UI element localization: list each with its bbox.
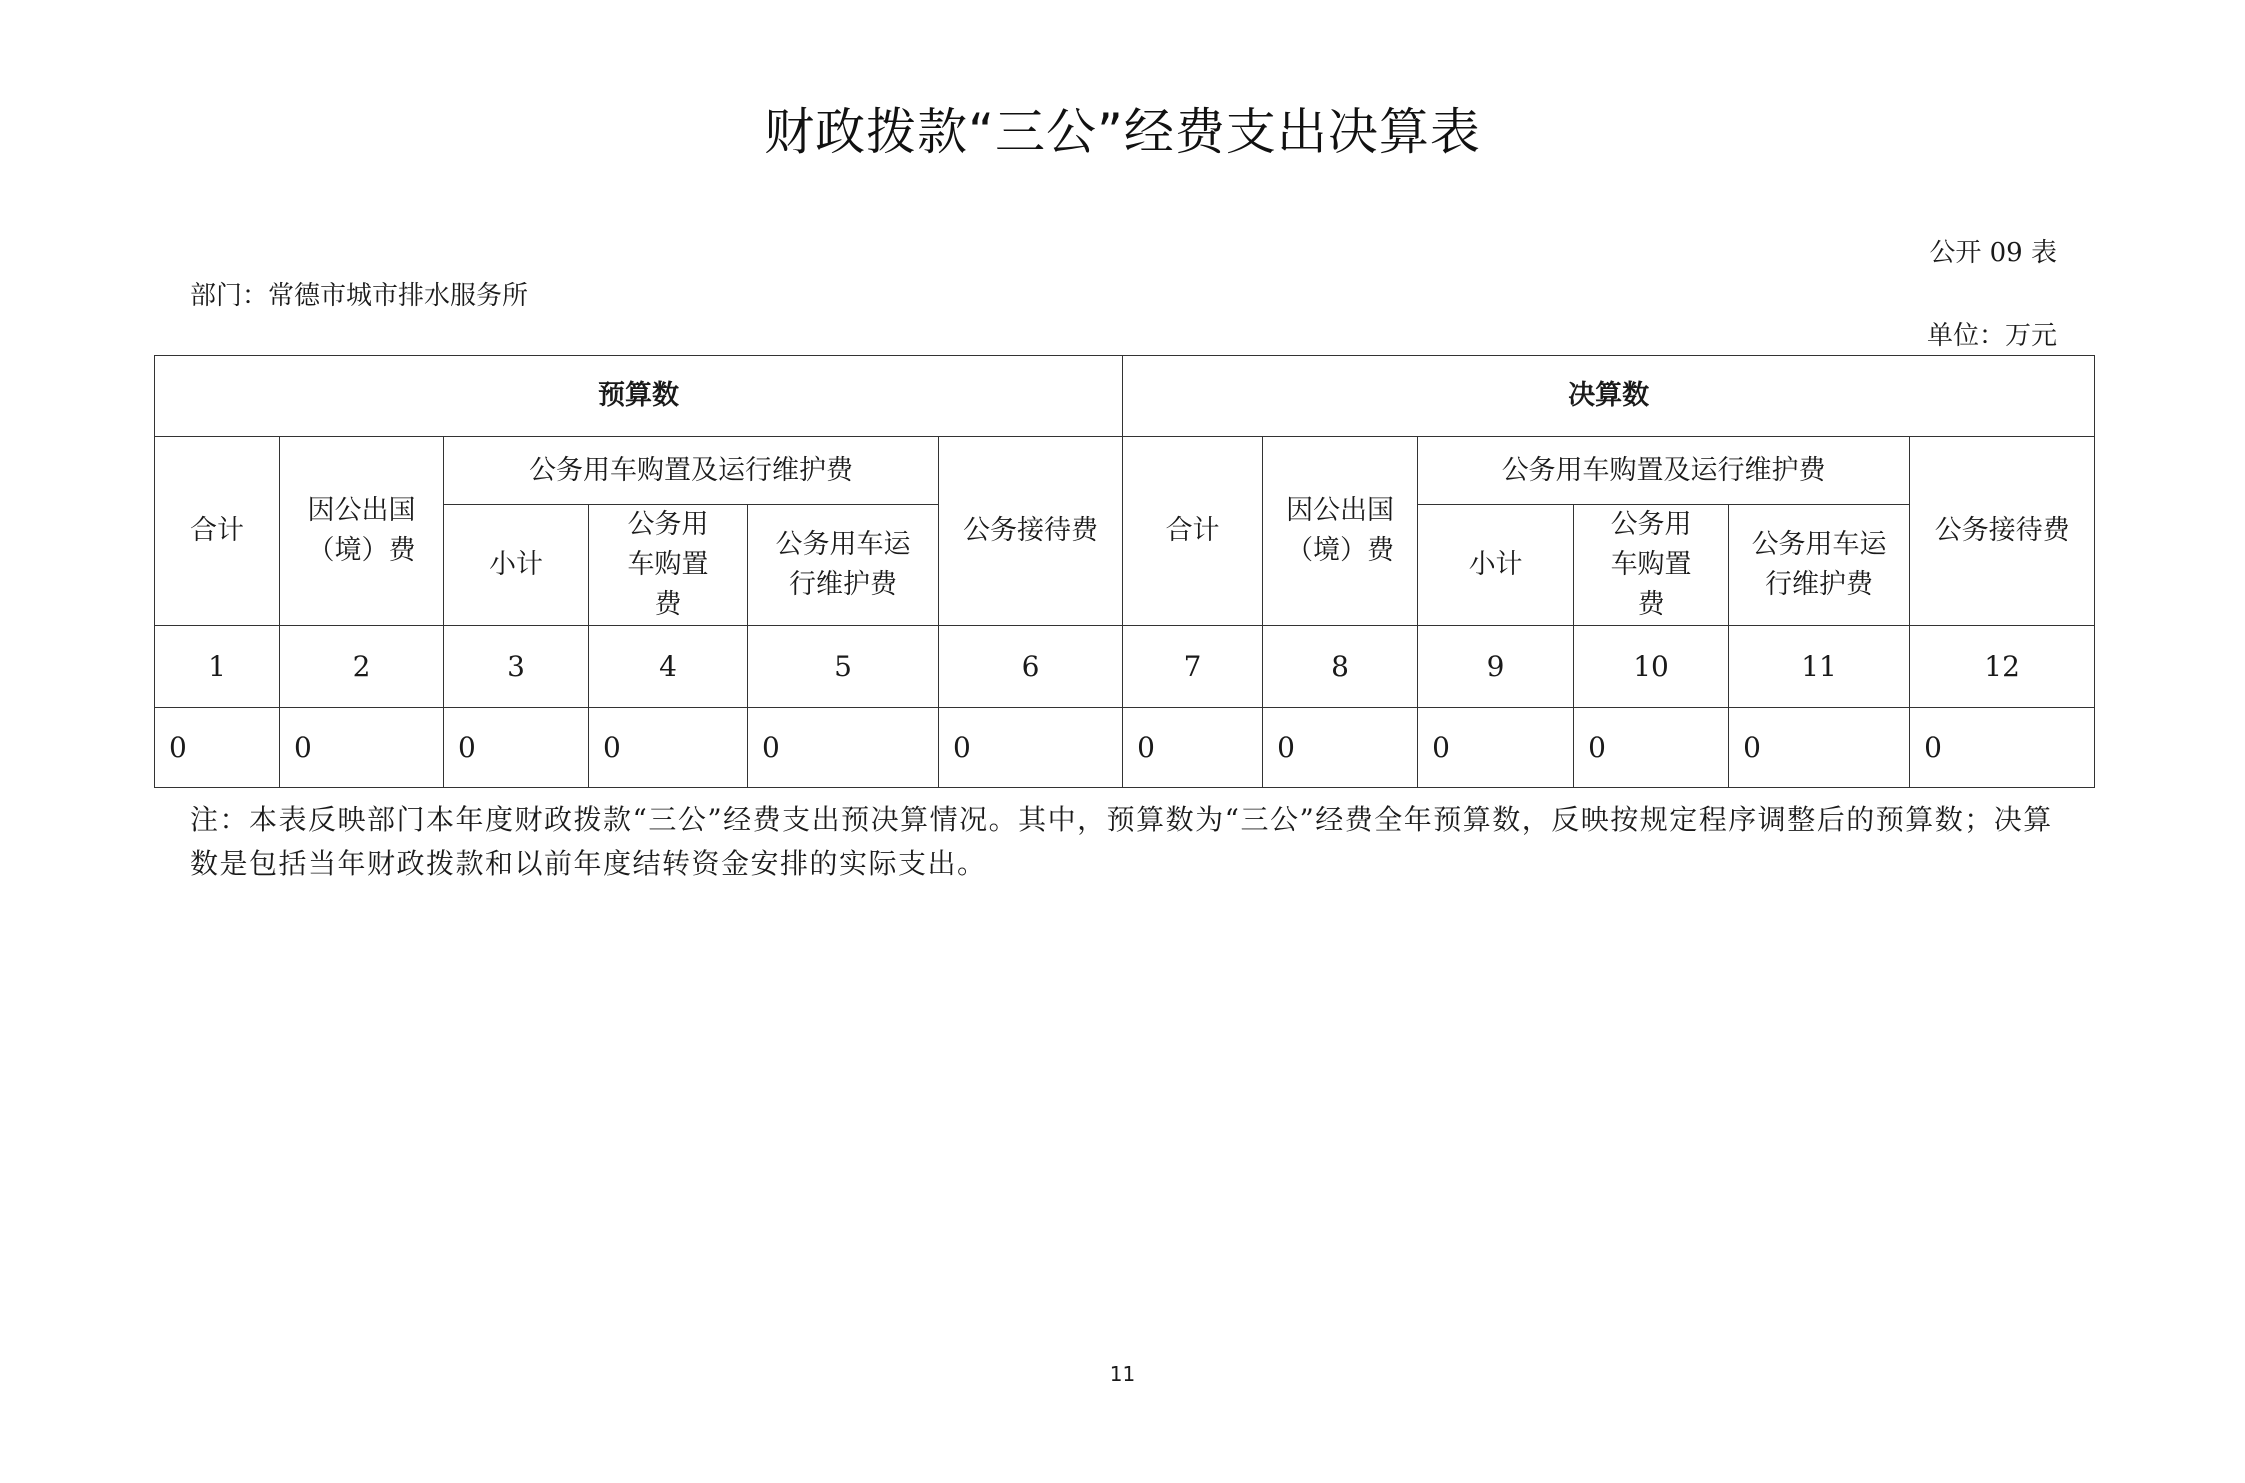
value-cell: 0: [1910, 708, 2095, 788]
col-number-cell: 10: [1574, 626, 1729, 708]
header-budget-operation: 公务用车运行维护费: [748, 505, 939, 626]
header-final-operation: 公务用车运行维护费: [1729, 505, 1910, 626]
value-cell: 0: [155, 708, 280, 788]
col-number-cell: 1: [155, 626, 280, 708]
header-budget-abroad: 因公出国（境）费: [280, 437, 444, 626]
col-number-cell: 9: [1418, 626, 1574, 708]
col-number-cell: 6: [939, 626, 1123, 708]
header-budget-reception: 公务接待费: [939, 437, 1123, 626]
header-final-reception: 公务接待费: [1910, 437, 2095, 626]
header-final-vehicle-group: 公务用车购置及运行维护费: [1418, 437, 1910, 505]
value-cell: 0: [939, 708, 1123, 788]
value-cell: 0: [1123, 708, 1263, 788]
group-header-budget: 预算数: [155, 356, 1123, 437]
three-public-expenses-table: [154, 355, 2095, 788]
department-label: 部门：常德市城市排水服务所: [190, 281, 529, 311]
header-budget-purchase: 公务用车购置费: [589, 505, 748, 626]
header-final-purchase: 公务用车购置费: [1574, 505, 1729, 626]
value-cell: 0: [1729, 708, 1910, 788]
page-title: 财政拨款“三公”经费支出决算表: [764, 103, 1481, 161]
value-cell: 0: [1574, 708, 1729, 788]
header-final-total: 合计: [1123, 437, 1263, 626]
col-number-cell: 4: [589, 626, 748, 708]
table-note: 注：本表反映部门本年度财政拨款“三公”经费支出预决算情况。其中，预算数为“三公”经费全年预算数，反映按规定程序调整后的预算数；决算数是包括当年财政拨款和以前年度结转资金安排的实际支出。: [190, 803, 2053, 880]
col-number-cell: 5: [748, 626, 939, 708]
group-header-final: 决算数: [1123, 356, 2095, 437]
page-number: 11: [1109, 1362, 1136, 1386]
col-number-cell: 12: [1910, 626, 2095, 708]
value-cell: 0: [1263, 708, 1418, 788]
col-number-cell: 7: [1123, 626, 1263, 708]
col-number-cell: 8: [1263, 626, 1418, 708]
value-cell: 0: [1418, 708, 1574, 788]
header-final-abroad: 因公出国（境）费: [1263, 437, 1418, 626]
value-cell: 0: [748, 708, 939, 788]
value-cell: 0: [280, 708, 444, 788]
value-cell: 0: [444, 708, 589, 788]
form-number: 公开 09 表: [1929, 238, 2057, 268]
header-budget-vehicle-group: 公务用车购置及运行维护费: [444, 437, 939, 505]
header-budget-subtotal: 小计: [444, 505, 589, 626]
unit-label: 单位：万元: [1926, 321, 2057, 351]
value-cell: 0: [589, 708, 748, 788]
header-final-subtotal: 小计: [1418, 505, 1574, 626]
header-budget-total: 合计: [155, 437, 280, 626]
col-number-cell: 3: [444, 626, 589, 708]
col-number-cell: 2: [280, 626, 444, 708]
col-number-cell: 11: [1729, 626, 1910, 708]
